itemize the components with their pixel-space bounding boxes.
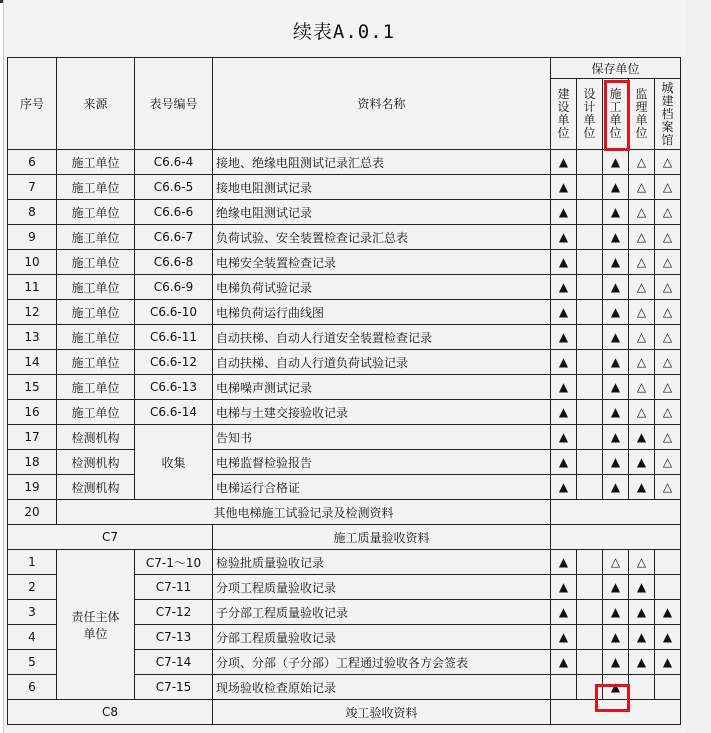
cell-doc-name: 分项、分部（子分部）工程通过验收各方会签表 (213, 650, 551, 675)
mark-cell-5 (655, 675, 681, 700)
section-title: 施工质量验收资料 (213, 525, 551, 550)
mark-cell-4: ▲ (629, 475, 655, 500)
side-strip (687, 0, 711, 733)
cell-doc-name: 分部工程质量验收记录 (213, 625, 551, 650)
cell-doc-name: 接地、绝缘电阻测试记录汇总表 (213, 150, 551, 175)
cell-source: 施工单位 (57, 400, 135, 425)
cell-source: 检测机构 (57, 450, 135, 475)
cell-form-no: C6.6-7 (135, 225, 213, 250)
mark-cell-2 (577, 275, 603, 300)
cell-seq: 16 (8, 400, 57, 425)
cell-doc-name: 电梯监督检验报告 (213, 450, 551, 475)
cell-seq: 13 (8, 325, 57, 350)
mark-cell-2 (577, 225, 603, 250)
cell-seq: 14 (8, 350, 57, 375)
mark-cell-1: ▲ (551, 250, 577, 275)
mark-cell-4: ▲ (629, 650, 655, 675)
cell-source: 施工单位 (57, 300, 135, 325)
mark-cell-2 (577, 475, 603, 500)
mark-cell-5: △ (655, 175, 681, 200)
mark-cell-4: △ (629, 350, 655, 375)
mark-cell-2 (577, 400, 603, 425)
header-col-construction-text: 建设单位 (557, 87, 570, 140)
cell-collect: 收集 (135, 425, 213, 500)
mark-cell-4: ▲ (629, 600, 655, 625)
cell-form-no: C7-14 (135, 650, 213, 675)
cell-doc-name: 现场验收检查原始记录 (213, 675, 551, 700)
cell-doc-name: 负荷试验、安全装置检查记录汇总表 (213, 225, 551, 250)
mark-cell-1: ▲ (551, 325, 577, 350)
mark-cell-4: △ (629, 225, 655, 250)
header-row-1 (8, 58, 681, 79)
cell-other-items: 其他电梯施工试验记录及检测资料 (57, 500, 551, 525)
mark-cell-4: △ (629, 150, 655, 175)
mark-cell-5: △ (655, 325, 681, 350)
header-seq: 序号 (8, 58, 57, 150)
cell-form-no: C7-1～10 (135, 550, 213, 575)
cell-form-no: C7-13 (135, 625, 213, 650)
cell-seq: 10 (8, 250, 57, 275)
section-keep-empty (551, 525, 681, 550)
cell-doc-name: 电梯运行合格证 (213, 475, 551, 500)
mark-cell-2 (577, 675, 603, 700)
cell-seq: 3 (8, 600, 57, 625)
mark-cell-4: △ (629, 325, 655, 350)
mark-cell-1: ▲ (551, 600, 577, 625)
mark-cell-5: △ (655, 200, 681, 225)
cell-seq: 19 (8, 475, 57, 500)
cell-form-no: C6.6-12 (135, 350, 213, 375)
table-row (8, 150, 681, 175)
mark-cell-5: ▲ (655, 625, 681, 650)
cell-seq: 8 (8, 200, 57, 225)
mark-cell-1: ▲ (551, 350, 577, 375)
cell-responsible-unit: 责任主体单位 (57, 550, 135, 700)
mark-cell-3: ▲ (603, 400, 629, 425)
mark-cell-3: ▲ (603, 325, 629, 350)
mark-cell-3: ▲ (603, 475, 629, 500)
table-row-other (8, 500, 681, 525)
header-col-construction (551, 79, 577, 150)
cell-doc-name: 电梯与土建交接验收记录 (213, 400, 551, 425)
header-col-archive-text: 城建档案馆 (661, 80, 674, 147)
cell-source: 施工单位 (57, 175, 135, 200)
table-row (8, 250, 681, 275)
mark-cell-5: △ (655, 375, 681, 400)
mark-cell-4: ▲ (629, 575, 655, 600)
cell-seq: 6 (8, 675, 57, 700)
cell-source: 施工单位 (57, 225, 135, 250)
cell-source: 施工单位 (57, 325, 135, 350)
mark-cell-3: ▲ (603, 600, 629, 625)
cell-source: 检测机构 (57, 475, 135, 500)
cell-doc-name: 分项工程质量验收记录 (213, 575, 551, 600)
cell-seq: 2 (8, 575, 57, 600)
mark-cell-3: ▲ (603, 450, 629, 475)
cell-seq: 1 (8, 550, 57, 575)
cell-keep-empty (551, 500, 681, 525)
mark-cell-3: ▲ (603, 425, 629, 450)
mark-cell-4: △ (629, 275, 655, 300)
mark-cell-1: ▲ (551, 475, 577, 500)
cell-seq: 18 (8, 450, 57, 475)
cell-source: 检测机构 (57, 425, 135, 450)
mark-cell-2 (577, 200, 603, 225)
mark-cell-4: △ (629, 250, 655, 275)
cell-form-no: C6.6-13 (135, 375, 213, 400)
cell-form-no: C6.6-14 (135, 400, 213, 425)
table-row (8, 475, 681, 500)
cell-doc-name: 电梯负荷运行曲线图 (213, 300, 551, 325)
cell-form-no: C7-11 (135, 575, 213, 600)
mark-cell-5: △ (655, 400, 681, 425)
mark-cell-3: ▲ (603, 150, 629, 175)
mark-cell-1: ▲ (551, 625, 577, 650)
header-source: 来源 (57, 58, 135, 150)
section-code: C8 (8, 700, 213, 725)
header-col-contractor-text: 施工单位 (609, 87, 622, 140)
mark-cell-4: △ (629, 300, 655, 325)
mark-cell-2 (577, 350, 603, 375)
header-col-design (577, 79, 603, 150)
mark-cell-4: △ (629, 375, 655, 400)
cell-source: 施工单位 (57, 275, 135, 300)
mark-cell-2 (577, 250, 603, 275)
mark-cell-5 (655, 575, 681, 600)
mark-cell-1: ▲ (551, 575, 577, 600)
cell-source: 施工单位 (57, 375, 135, 400)
cell-form-no: C6.6-8 (135, 250, 213, 275)
cell-doc-name: 电梯噪声测试记录 (213, 375, 551, 400)
cell-seq: 4 (8, 625, 57, 650)
cell-seq: 5 (8, 650, 57, 675)
mark-cell-4 (629, 675, 655, 700)
cell-doc-name: 接地电阻测试记录 (213, 175, 551, 200)
cell-doc-name: 电梯安全装置检查记录 (213, 250, 551, 275)
mark-cell-4: ▲ (629, 425, 655, 450)
cell-seq: 11 (8, 275, 57, 300)
header-col-supervisor-text: 监理单位 (635, 87, 648, 140)
header-col-supervisor (629, 79, 655, 150)
cell-source: 施工单位 (57, 150, 135, 175)
mark-cell-2 (577, 175, 603, 200)
cell-seq: 7 (8, 175, 57, 200)
mark-cell-3: ▲ (603, 275, 629, 300)
mark-cell-3: ▲ (603, 250, 629, 275)
table-row (8, 200, 681, 225)
table-row (8, 425, 681, 450)
mark-cell-2 (577, 550, 603, 575)
mark-cell-2 (577, 575, 603, 600)
mark-cell-3: ▲ (603, 650, 629, 675)
section-code: C7 (8, 525, 213, 550)
mark-cell-5: △ (655, 350, 681, 375)
table-row (8, 300, 681, 325)
mark-cell-1: ▲ (551, 400, 577, 425)
table-row (8, 400, 681, 425)
cell-doc-name: 电梯负荷试验记录 (213, 275, 551, 300)
mark-cell-2 (577, 600, 603, 625)
table-row (8, 325, 681, 350)
cell-form-no: C6.6-5 (135, 175, 213, 200)
mark-cell-1: ▲ (551, 150, 577, 175)
section-keep-empty (551, 700, 681, 725)
cell-seq: 9 (8, 225, 57, 250)
mark-cell-1: ▲ (551, 275, 577, 300)
mark-cell-5: △ (655, 475, 681, 500)
cell-form-no: C6.6-6 (135, 200, 213, 225)
cell-doc-name: 检验批质量验收记录 (213, 550, 551, 575)
header-col-design-text: 设计单位 (583, 87, 596, 140)
cell-form-no: C6.6-10 (135, 300, 213, 325)
mark-cell-5 (655, 550, 681, 575)
cell-doc-name: 自动扶梯、自动人行道安全装置检查记录 (213, 325, 551, 350)
mark-cell-4: △ (629, 200, 655, 225)
mark-cell-4: ▲ (629, 450, 655, 475)
mark-cell-5: △ (655, 425, 681, 450)
header-form-no: 表号编号 (135, 58, 213, 150)
mark-cell-1: ▲ (551, 225, 577, 250)
table-row (8, 450, 681, 475)
cell-form-no: C7-15 (135, 675, 213, 700)
cell-seq: 12 (8, 300, 57, 325)
archive-table (7, 57, 681, 725)
mark-cell-2 (577, 650, 603, 675)
mark-cell-2 (577, 300, 603, 325)
table-row (8, 225, 681, 250)
mark-cell-5: △ (655, 450, 681, 475)
mark-cell-2 (577, 625, 603, 650)
cell-seq: 6 (8, 150, 57, 175)
mark-cell-2 (577, 450, 603, 475)
mark-cell-3: ▲ (603, 200, 629, 225)
mark-cell-5: △ (655, 275, 681, 300)
mark-cell-5: △ (655, 225, 681, 250)
table-row (8, 350, 681, 375)
mark-cell-3: ▲ (603, 625, 629, 650)
header-col-contractor (603, 79, 629, 150)
section-row-c8 (8, 700, 681, 725)
mark-cell-3: ▲ (603, 225, 629, 250)
mark-cell-1: ▲ (551, 425, 577, 450)
mark-cell-5: △ (655, 150, 681, 175)
mark-cell-2 (577, 375, 603, 400)
mark-cell-4: ▲ (629, 625, 655, 650)
mark-cell-1: ▲ (551, 300, 577, 325)
cell-seq: 17 (8, 425, 57, 450)
table-row (8, 375, 681, 400)
mark-cell-5: △ (655, 300, 681, 325)
mark-cell-3: △ (603, 550, 629, 575)
table-row (8, 175, 681, 200)
cell-doc-name: 子分部工程质量验收记录 (213, 600, 551, 625)
section-title: 竣工验收资料 (213, 700, 551, 725)
mark-cell-2 (577, 425, 603, 450)
cell-seq: 15 (8, 375, 57, 400)
mark-cell-3: ▲ (603, 675, 629, 700)
cell-form-no: C6.6-11 (135, 325, 213, 350)
cell-form-no: C6.6-4 (135, 150, 213, 175)
mark-cell-4: △ (629, 400, 655, 425)
mark-cell-1: ▲ (551, 375, 577, 400)
mark-cell-2 (577, 325, 603, 350)
cell-form-no: C7-12 (135, 600, 213, 625)
mark-cell-1: ▲ (551, 450, 577, 475)
cell-seq: 20 (8, 500, 57, 525)
page-title: 续表A.0.1 (292, 21, 396, 43)
header-keep-units: 保存单位 (551, 58, 681, 79)
table-row (8, 550, 681, 575)
cell-doc-name: 自动扶梯、自动人行道负荷试验记录 (213, 350, 551, 375)
mark-cell-3: ▲ (603, 575, 629, 600)
cell-doc-name: 告知书 (213, 425, 551, 450)
mark-cell-3: ▲ (603, 350, 629, 375)
mark-cell-5: △ (655, 250, 681, 275)
cell-source: 施工单位 (57, 250, 135, 275)
mark-cell-5: ▲ (655, 650, 681, 675)
mark-cell-3: ▲ (603, 375, 629, 400)
cell-source: 施工单位 (57, 350, 135, 375)
cell-source: 施工单位 (57, 200, 135, 225)
mark-cell-1: ▲ (551, 175, 577, 200)
cell-doc-name: 绝缘电阻测试记录 (213, 200, 551, 225)
mark-cell-5: ▲ (655, 600, 681, 625)
mark-cell-1: ▲ (551, 650, 577, 675)
mark-cell-1 (551, 675, 577, 700)
table-row (8, 275, 681, 300)
mark-cell-4: △ (629, 175, 655, 200)
mark-cell-1: ▲ (551, 200, 577, 225)
section-row-c7 (8, 525, 681, 550)
cell-form-no: C6.6-9 (135, 275, 213, 300)
mark-cell-2 (577, 150, 603, 175)
header-col-archive (655, 79, 681, 150)
header-doc-name: 资料名称 (213, 58, 551, 150)
mark-cell-3: ▲ (603, 300, 629, 325)
mark-cell-4: △ (629, 550, 655, 575)
mark-cell-1: ▲ (551, 550, 577, 575)
mark-cell-3: ▲ (603, 175, 629, 200)
